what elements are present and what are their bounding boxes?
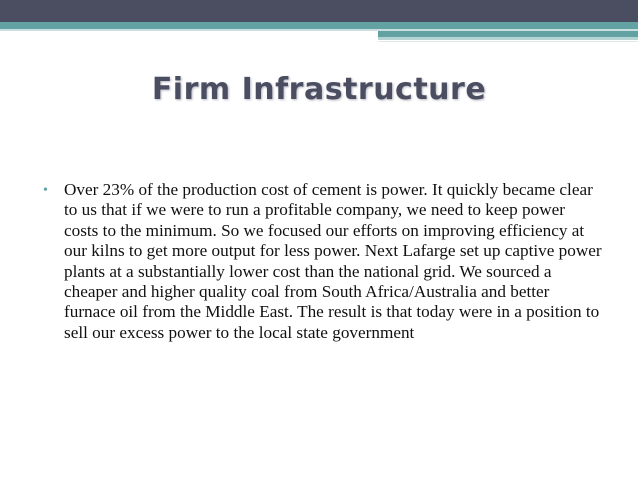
header-band [0,0,638,22]
accent-bar-light [378,37,638,40]
bullet-text: Over 23% of the production cost of cement is power. It quickly became clear to us that if we were to run a profitable company, we need to keep power costs to the minimum. So we focused our efforts on improving efficiency at our kilns to get more output for less power. Next Lafarge set up captive power plants at a substantially lower cost than the national grid. We sourced a cheaper and higher quality coal from South Africa/Australia and better furnace oil from the Middle East. The result is that today were in a position to sell our excess power to the local state government [64,180,602,342]
bullet-item [43,180,603,343]
bullet-marker: • [43,183,48,198]
accent-line [378,41,638,42]
slide-body [43,180,603,343]
slide-title: Firm Infrastructure [151,72,487,107]
header-accent-band [0,22,638,29]
